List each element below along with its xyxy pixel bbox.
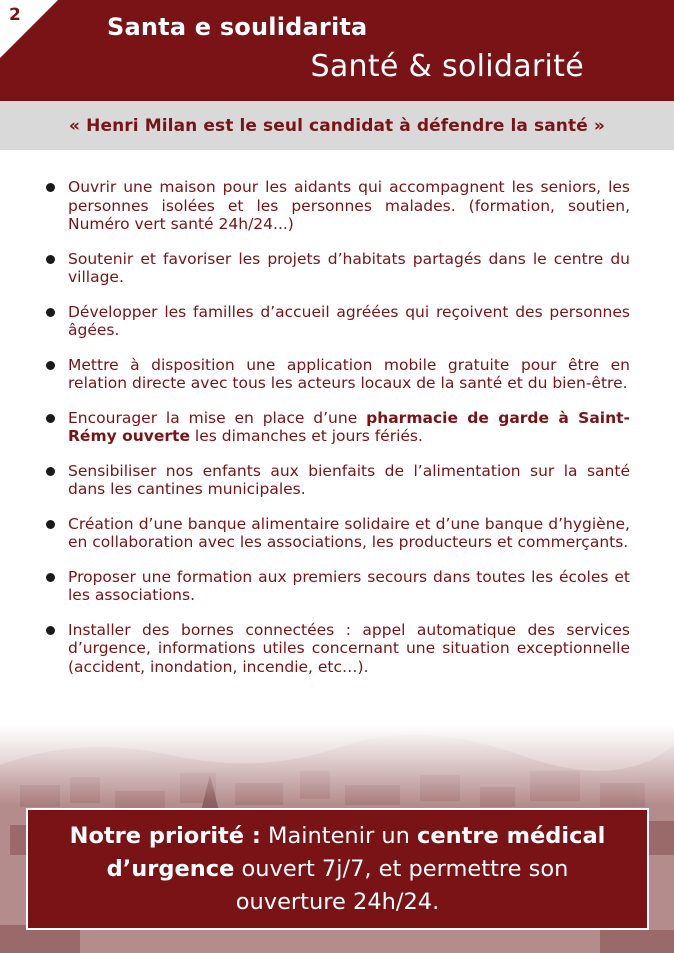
proposal-list: [44, 178, 630, 692]
bullet-icon: [46, 467, 55, 476]
proposal-text: Mettre à disposition une application mobile gratuite pour être en relation directe avec tous les acteurs locaux de la santé et du bien-être.: [68, 355, 630, 392]
bullet-icon: [46, 361, 55, 370]
priority-part1: Maintenir un: [260, 822, 418, 849]
priority-part2: ouvert 7j/7, et permettre son ouverture 24h/24.: [234, 855, 569, 915]
quote-band: [0, 101, 674, 150]
proposal-text: Sensibiliser nos enfants aux bienfaits de l’alimentation sur la santé dans les cantines municipales.: [68, 461, 630, 498]
proposal-text-highlight: pharmacie de garde à Saint-Rémy ouverte: [68, 408, 630, 445]
header-banner: [0, 0, 674, 101]
proposal-text-after: les dimanches et jours fériés.: [189, 427, 423, 445]
priority-highlight: centre médical d’urgence: [106, 822, 606, 882]
proposal-item: [44, 568, 630, 605]
priority-text: [58, 820, 618, 919]
proposal-item: [44, 409, 630, 446]
priority-label: Notre priorité :: [69, 822, 261, 849]
proposal-text-before: Encourager la mise en place d’une: [68, 408, 367, 427]
proposal-text: Création d’une banque alimentaire solidaire et d’une banque d’hygiène, en collaboration avec les associations, les producteurs et commerçants.: [68, 514, 630, 551]
proposal-item: [44, 515, 630, 552]
proposal-item: [44, 250, 630, 287]
page-number: 2: [9, 5, 21, 25]
bullet-icon: [46, 255, 55, 264]
proposal-item: [44, 178, 630, 234]
title-corsican: Santa e soulidarita: [107, 13, 368, 41]
proposal-item: [44, 462, 630, 499]
proposal-text: Soutenir et favoriser les projets d’habitats partagés dans le centre du village.: [68, 249, 630, 286]
proposal-item: [44, 356, 630, 393]
bullet-icon: [46, 183, 55, 192]
proposal-item: [44, 303, 630, 340]
proposal-item: [44, 621, 630, 677]
proposal-text: Ouvrir une maison pour les aidants qui accompagnent les seniors, les personnes isolées et les personnes malades. (formation, soutien, Numéro vert santé 24h/24...): [68, 178, 630, 233]
bullet-icon: [46, 414, 55, 423]
proposal-text: Proposer une formation aux premiers secours dans toutes les écoles et les associations.: [68, 567, 630, 604]
quote-text: « Henri Milan est le seul candidat à défendre la santé »: [69, 115, 605, 136]
title-french: Santé & solidarité: [310, 49, 584, 84]
priority-box: [26, 808, 649, 930]
proposal-text: Développer les familles d’accueil agréées qui reçoivent des personnes âgées.: [68, 302, 630, 339]
bullet-icon: [46, 520, 55, 529]
bullet-icon: [46, 626, 55, 635]
bullet-icon: [46, 573, 55, 582]
proposal-text: Installer des bornes connectées : appel automatique des services d’urgence, informations utiles concernant une situation exceptionnelle (accident, inondation, incendie, etc…).: [68, 620, 630, 676]
bullet-icon: [46, 308, 55, 317]
